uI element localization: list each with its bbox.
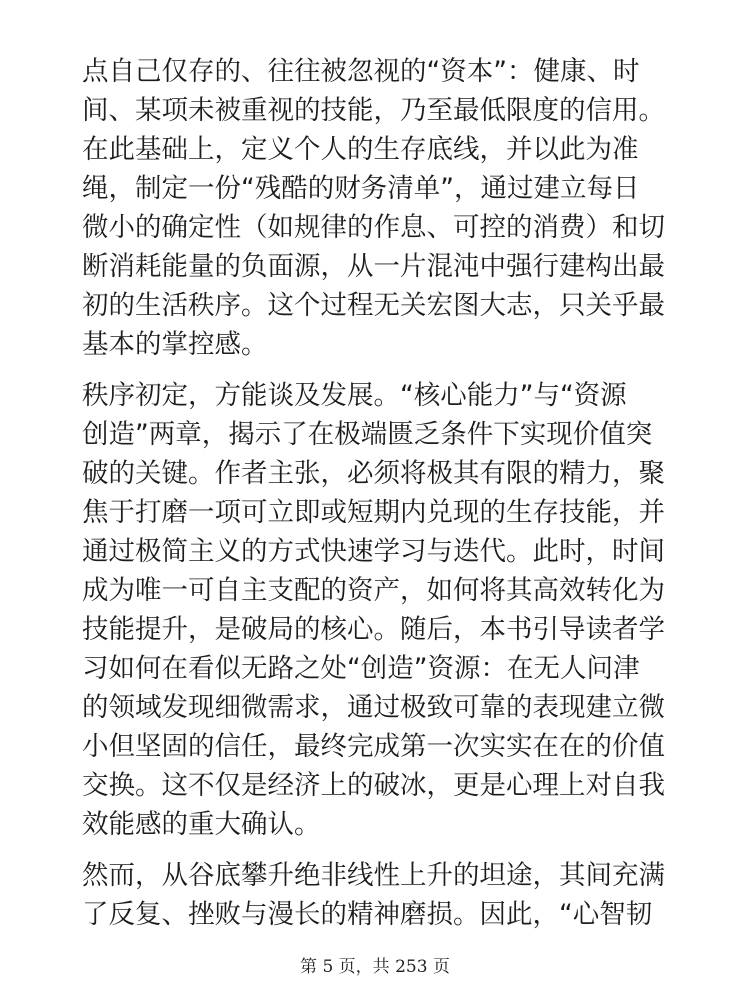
page-footer <box>0 956 750 978</box>
text-line: 然而，从谷底攀升绝非线性上升的坦途，其间充满 <box>82 860 665 891</box>
paragraph <box>82 52 674 364</box>
total-page-count: 253 <box>395 957 428 977</box>
paragraph <box>82 376 674 844</box>
text-line: 交换。这不仅是经济上的破冰，更是心理上对自我 <box>82 770 665 801</box>
document-body <box>82 52 674 946</box>
text-line: 效能感的重大确认。 <box>82 809 321 840</box>
paragraph <box>82 856 674 934</box>
footer-prefix: 第 <box>300 957 323 977</box>
text-line: 秩序初定，方能谈及发展。“核心能力”与“资源 <box>82 380 627 411</box>
current-page-number: 5 <box>322 957 334 977</box>
text-line: 习如何在看似无路之处“创造”资源：在无人问津 <box>82 653 640 684</box>
text-line: 破的关键。作者主张，必须将极其有限的精力，聚 <box>82 458 665 489</box>
text-line: 小但坚固的信任，最终完成第一次实实在在的价值 <box>82 731 665 762</box>
text-line: 断消耗能量的负面源，从一片混沌中强行建构出最 <box>82 251 665 282</box>
text-line: 微小的确定性（如规律的作息、可控的消费）和切 <box>82 212 665 243</box>
text-line: 在此基础上，定义个人的生存底线，并以此为准 <box>82 134 639 165</box>
text-line: 了反复、挫败与漫长的精神磨损。因此，“心智韧 <box>82 899 653 930</box>
text-line: 成为唯一可自主支配的资产，如何将其高效转化为 <box>82 575 665 606</box>
text-line: 初的生活秩序。这个过程无关宏图大志，只关乎最 <box>82 290 665 321</box>
text-line: 间、某项未被重视的技能，乃至最低限度的信用。 <box>82 95 665 126</box>
text-line: 通过极简主义的方式快速学习与迭代。此时，时间 <box>82 536 665 567</box>
text-line: 的领域发现细微需求，通过极致可靠的表现建立微 <box>82 692 665 723</box>
footer-middle: 页，共 <box>333 957 396 977</box>
text-line: 基本的掌控感。 <box>82 329 268 360</box>
text-line: 点自己仅存的、往往被忽视的“资本”：健康、时 <box>82 56 640 87</box>
text-line: 创造”两章，揭示了在极端匮乏条件下实现价值突 <box>82 419 653 450</box>
text-line: 焦于打磨一项可立即或短期内兑现的生存技能，并 <box>82 497 665 528</box>
footer-suffix: 页 <box>427 957 450 977</box>
text-line: 绳，制定一份“残酷的财务清单”，通过建立每日 <box>82 173 640 204</box>
text-line: 技能提升，是破局的核心。随后，本书引导读者学 <box>82 614 665 645</box>
